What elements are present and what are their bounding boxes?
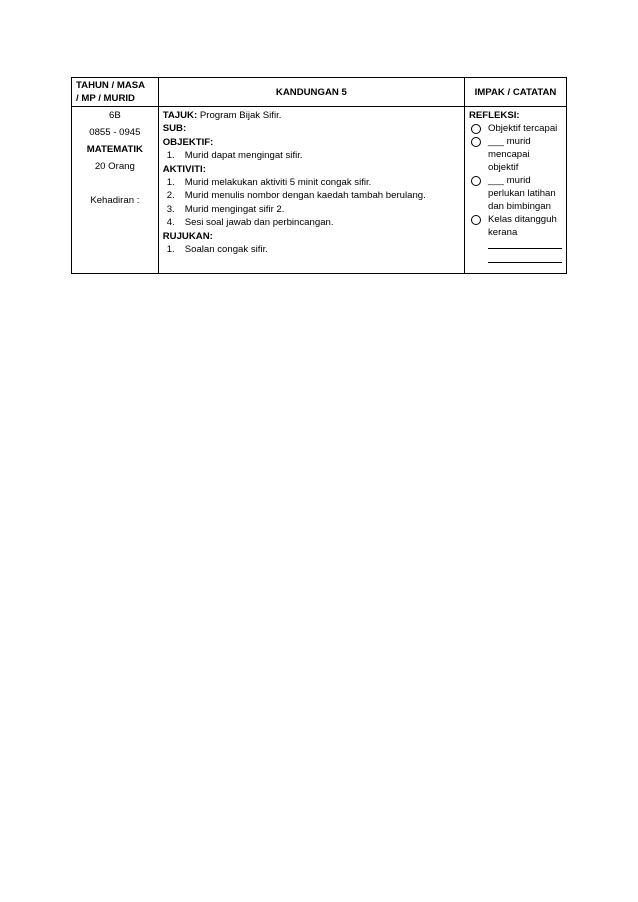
- radio-circle-icon[interactable]: [471, 124, 481, 134]
- aktiviti-item: [163, 216, 460, 229]
- aktiviti-item: [163, 176, 460, 189]
- class-info-cell: [72, 107, 159, 274]
- refleksi-cell: [464, 107, 566, 274]
- header-kandungan: KANDUNGAN 5: [158, 78, 464, 107]
- option-text: Objektif tercapai: [487, 123, 558, 134]
- radio-circle-icon[interactable]: [471, 176, 481, 186]
- underline: [488, 253, 562, 263]
- item-text: Murid melakukan aktiviti 5 minit congak sifir.: [184, 176, 372, 188]
- option-text-continued: kerana: [487, 227, 518, 238]
- option-text-continued: perlukan latihan: [487, 188, 556, 199]
- header-tahun-line2: / MP / MURID: [76, 93, 135, 104]
- refleksi-option[interactable]: [469, 122, 562, 135]
- radio-circle-icon[interactable]: [471, 137, 481, 147]
- item-number: 1.: [166, 176, 175, 188]
- time-slot: 0855 - 0945: [89, 127, 141, 138]
- aktiviti-label: AKTIVITI:: [162, 163, 206, 175]
- objektif-item: [163, 149, 460, 162]
- header-row: [72, 78, 567, 107]
- content-cell: [158, 107, 464, 274]
- attendance-label: Kehadiran :: [90, 195, 140, 206]
- blank-line[interactable]: [469, 239, 562, 253]
- item-text: Murid dapat mengingat sifir.: [184, 150, 303, 162]
- class-name: 6B: [108, 110, 121, 121]
- header-impak: IMPAK / CATATAN: [464, 78, 566, 107]
- item-text: Sesi soal jawab dan perbincangan.: [184, 217, 334, 229]
- option-text-continued: dan bimbingan: [487, 201, 551, 212]
- header-tahun-masa: [72, 78, 159, 107]
- refleksi-option[interactable]: [469, 135, 562, 148]
- option-text: ___ murid: [487, 175, 531, 186]
- underline: [488, 239, 562, 249]
- rujukan-item: [163, 243, 460, 256]
- student-count: 20 Orang: [94, 161, 135, 172]
- tajuk-line: [163, 109, 460, 122]
- item-number: 2.: [166, 190, 175, 202]
- option-text: Kelas ditangguh: [487, 214, 557, 225]
- blank-line[interactable]: [469, 253, 562, 273]
- objektif-label: OBJEKTIF:: [162, 136, 214, 148]
- aktiviti-item: [163, 189, 460, 202]
- subject: MATEMATIK: [86, 144, 143, 155]
- header-tahun-line1: TAHUN / MASA: [76, 80, 146, 91]
- tajuk-label: TAJUK:: [162, 110, 198, 121]
- tajuk-value: Program Bijak Sifir.: [197, 110, 282, 121]
- refleksi-label: REFLEKSI:: [468, 110, 520, 121]
- item-number: 1.: [166, 243, 175, 255]
- refleksi-option[interactable]: [469, 213, 562, 226]
- option-text-continued: mencapai objektif: [487, 149, 530, 173]
- spacer: [76, 177, 154, 190]
- option-text: ___ murid: [487, 136, 531, 147]
- radio-circle-icon[interactable]: [471, 215, 481, 225]
- body-row: [72, 107, 567, 274]
- sub-label: SUB:: [162, 123, 187, 135]
- item-text: Soalan congak sifir.: [184, 243, 268, 255]
- aktiviti-item: [163, 203, 460, 216]
- lesson-plan-table: [71, 77, 567, 274]
- item-number: 1.: [166, 150, 175, 162]
- item-number: 4.: [166, 217, 175, 229]
- refleksi-option[interactable]: [469, 174, 562, 187]
- item-number: 3.: [166, 203, 175, 215]
- rujukan-label: RUJUKAN:: [162, 230, 213, 242]
- item-text: Murid menulis nombor dengan kaedah tambah berulang.: [184, 190, 426, 202]
- item-text: Murid mengingat sifir 2.: [184, 203, 285, 215]
